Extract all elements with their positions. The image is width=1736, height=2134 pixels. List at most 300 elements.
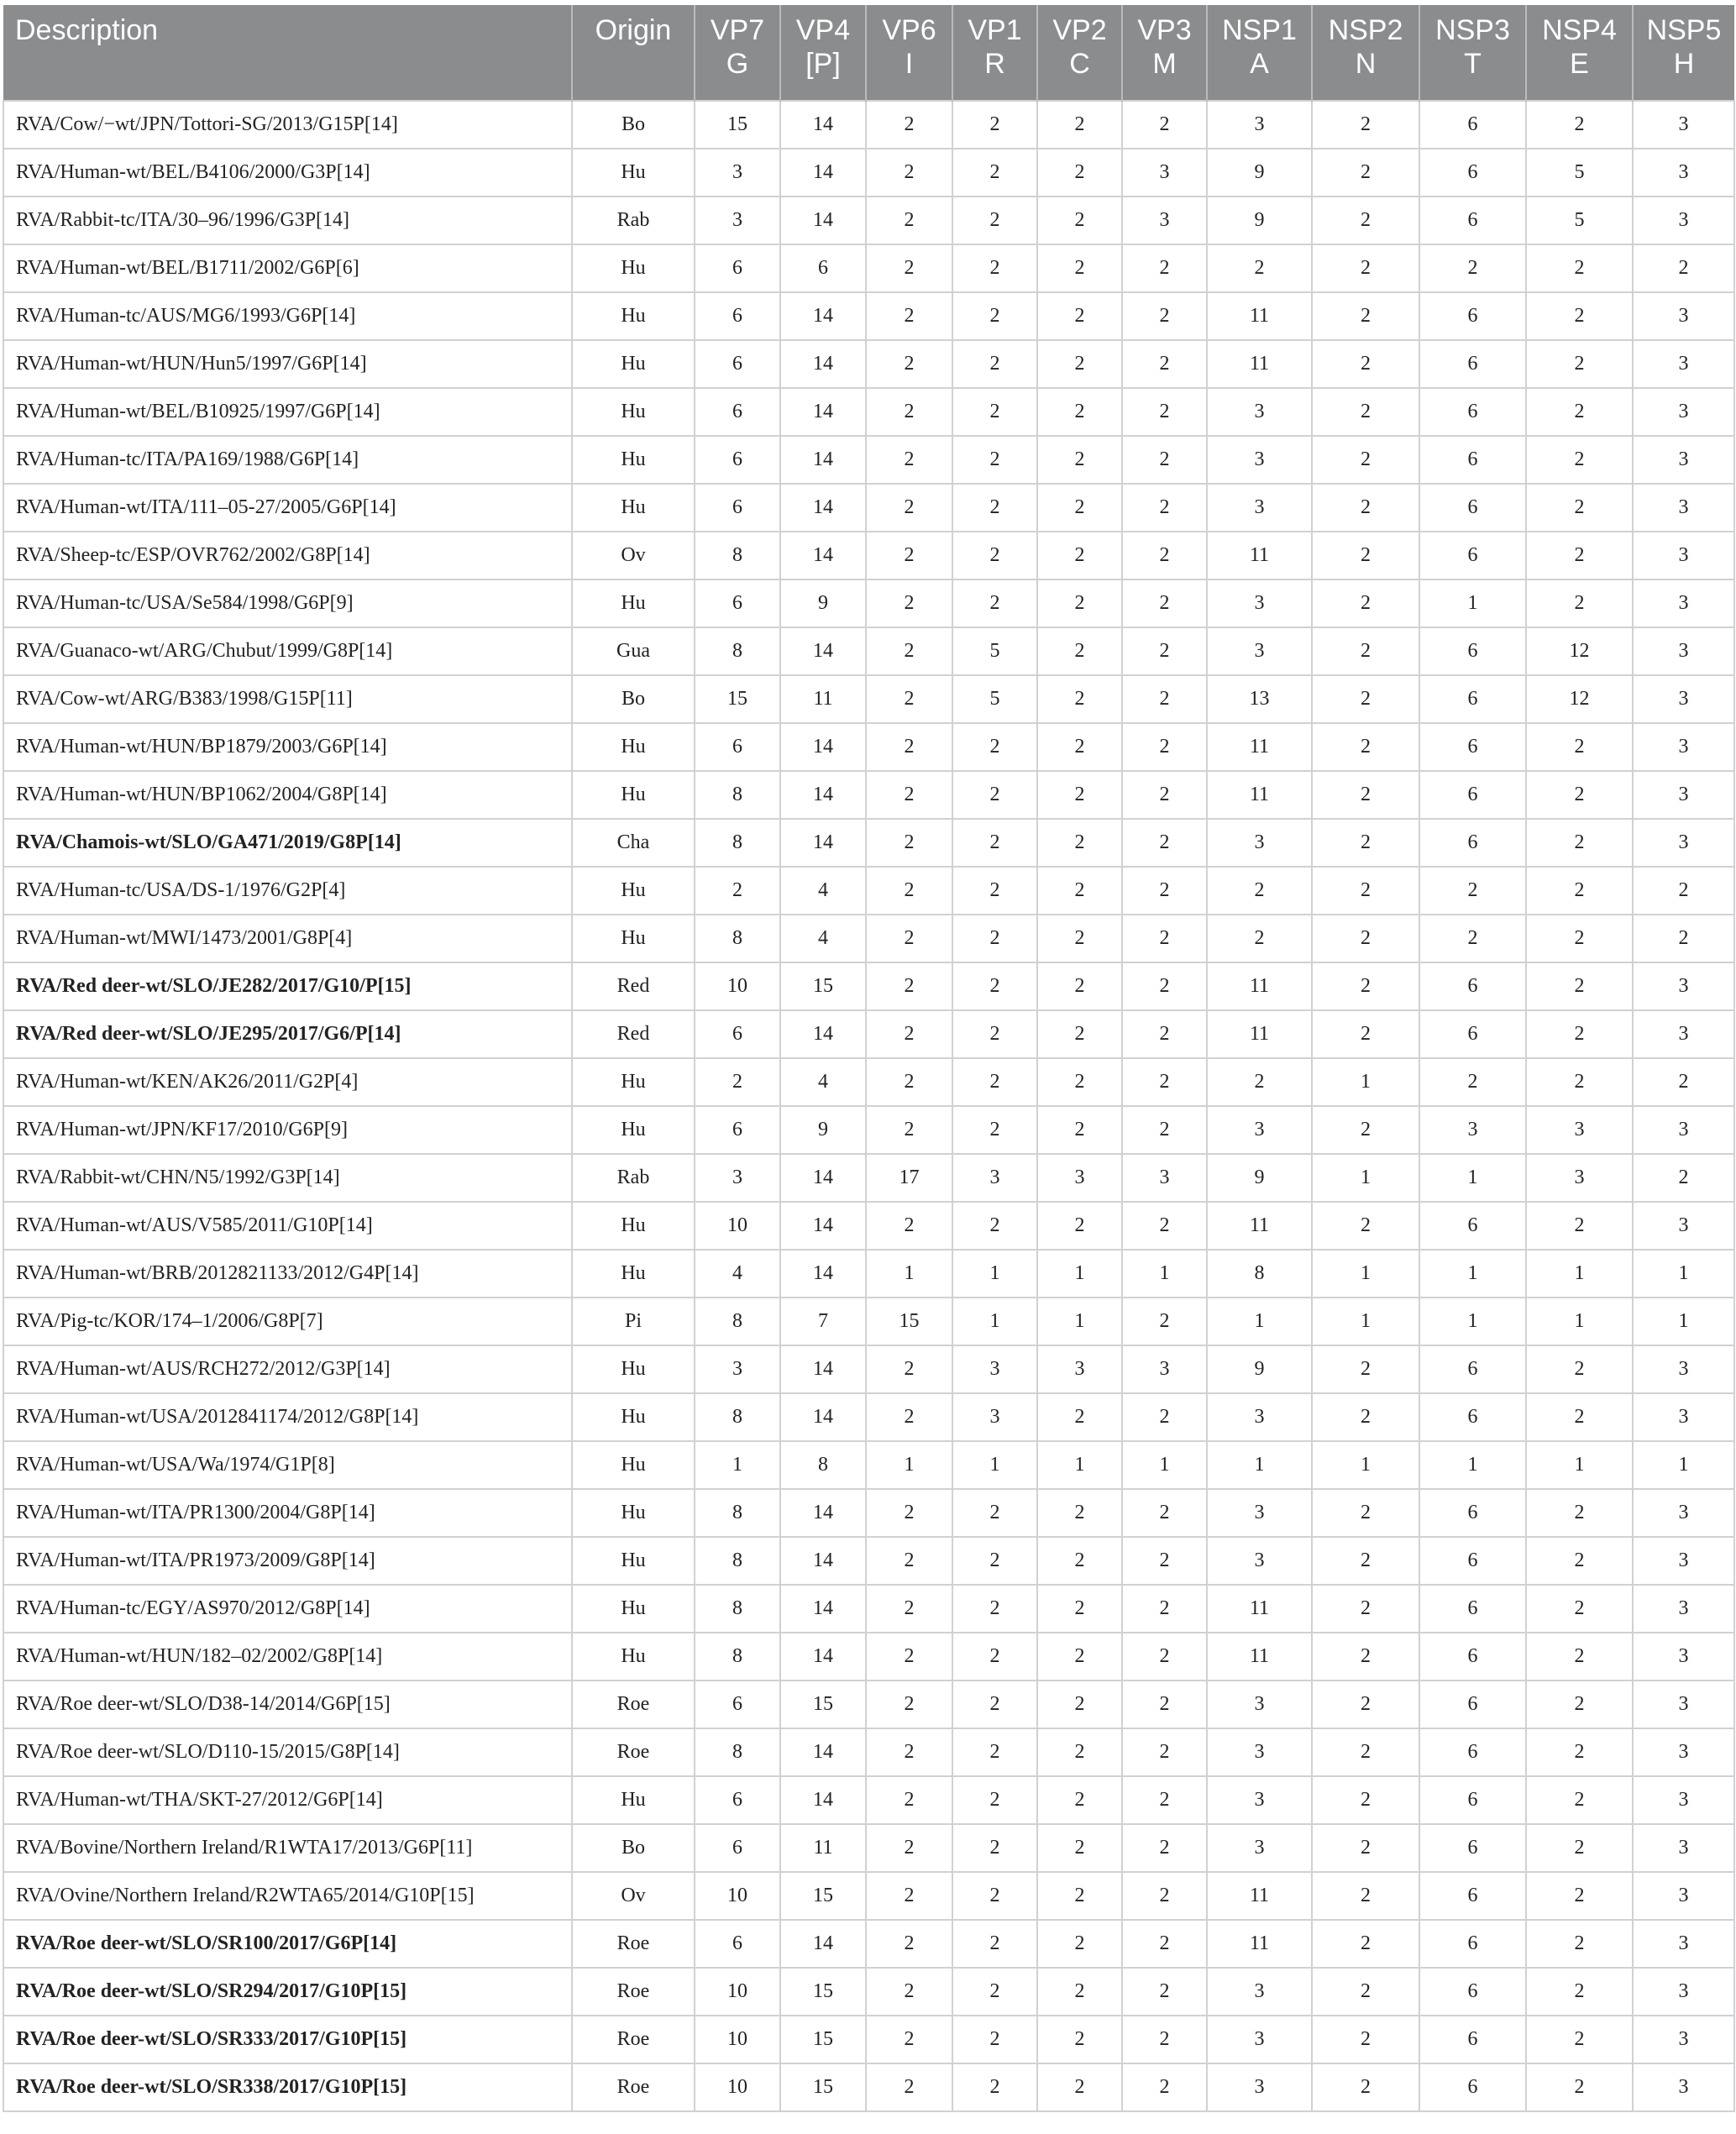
genotype-cell: 8 [695, 915, 780, 962]
genotype-cell: 11 [780, 1824, 866, 1872]
origin-cell: Roe [572, 1920, 695, 1968]
genotype-cell: 3 [1207, 1824, 1312, 1872]
genotype-cell: 2 [1037, 2063, 1122, 2111]
genotype-cell: 3 [1633, 1106, 1734, 1154]
genotype-cell: 11 [1207, 1585, 1312, 1633]
table-row [3, 627, 1734, 675]
genotype-cell: 11 [1207, 1010, 1312, 1058]
genotype-cell: 3 [952, 1393, 1037, 1441]
genotype-cell: 3 [1526, 1106, 1633, 1154]
genotype-cell: 6 [1419, 1633, 1526, 1680]
genotype-cell: 2 [1037, 579, 1122, 627]
column-header [1526, 5, 1633, 101]
genotype-cell: 2 [1122, 532, 1207, 579]
genotype-cell: 6 [1419, 388, 1526, 436]
genotype-cell: 8 [695, 771, 780, 819]
genotype-cell: 6 [1419, 675, 1526, 723]
genotype-cell: 3 [1633, 2016, 1734, 2063]
genotype-cell: 3 [1633, 962, 1734, 1010]
genotype-cell: 2 [866, 915, 952, 962]
column-header-label: NSP3 [1435, 14, 1510, 46]
genotype-cell: 2 [1122, 484, 1207, 532]
genotype-cell: 2 [1037, 2016, 1122, 2063]
genotype-cell: 2 [1633, 867, 1734, 915]
genotype-cell: 14 [780, 197, 866, 244]
table-row [3, 1298, 1734, 1345]
genotype-cell: 6 [1419, 2063, 1526, 2111]
genotype-cell: 8 [695, 1393, 780, 1441]
genotype-cell: 2 [1312, 1345, 1419, 1393]
genotype-cell: 2 [1526, 1537, 1633, 1585]
genotype-cell: 2 [866, 723, 952, 771]
genotype-cell: 3 [1207, 1776, 1312, 1824]
genotype-cell: 2 [1312, 723, 1419, 771]
genotype-cell: 14 [780, 723, 866, 771]
origin-cell: Bo [572, 101, 695, 149]
origin-cell: Hu [572, 771, 695, 819]
genotype-cell: 2 [1037, 1872, 1122, 1920]
genotype-cell: 9 [1207, 149, 1312, 197]
genotype-cell: 3 [1633, 579, 1734, 627]
genotype-cell: 3 [1207, 388, 1312, 436]
genotype-cell: 2 [1122, 2016, 1207, 2063]
genotype-cell: 2 [1526, 1968, 1633, 2016]
genotype-cell: 2 [1122, 723, 1207, 771]
genotype-cell: 6 [780, 244, 866, 292]
genotype-cell: 14 [780, 1728, 866, 1776]
table-row [3, 1585, 1734, 1633]
strain-description-cell: RVA/Roe deer-wt/SLO/SR333/2017/G10P[15] [3, 2016, 572, 2063]
genotype-cell: 2 [1037, 1728, 1122, 1776]
table-row [3, 244, 1734, 292]
genotype-cell: 12 [1526, 627, 1633, 675]
table-row [3, 771, 1734, 819]
genotype-cell: 2 [1526, 484, 1633, 532]
genotype-cell: 3 [1207, 1728, 1312, 1776]
genotype-cell: 14 [780, 1393, 866, 1441]
table-row [3, 1728, 1734, 1776]
genotype-cell: 2 [1312, 675, 1419, 723]
table-row [3, 484, 1734, 532]
genotype-cell: 2 [1037, 867, 1122, 915]
genotype-cell: 3 [1122, 1154, 1207, 1202]
genotype-cell: 1 [1633, 1441, 1734, 1489]
genotype-cell: 2 [1312, 197, 1419, 244]
table-row [3, 1202, 1734, 1250]
genotype-cell: 2 [866, 867, 952, 915]
genotype-cell: 1 [1037, 1250, 1122, 1298]
genotype-cell: 2 [1312, 388, 1419, 436]
genotype-cell: 2 [1526, 1058, 1633, 1106]
table-row [3, 149, 1734, 197]
genotype-cell: 3 [1207, 1489, 1312, 1537]
genotype-cell: 2 [1312, 1633, 1419, 1680]
genotype-cell: 1 [1419, 1154, 1526, 1202]
genotype-cell: 2 [1037, 292, 1122, 340]
table-row [3, 915, 1734, 962]
genotype-cell: 2 [1526, 388, 1633, 436]
genotype-cell: 6 [1419, 436, 1526, 484]
genotype-cell: 2 [1122, 1058, 1207, 1106]
genotype-cell: 3 [1207, 2063, 1312, 2111]
genotype-cell: 2 [952, 1537, 1037, 1585]
column-header [952, 5, 1037, 101]
table-row [3, 1537, 1734, 1585]
table-row [3, 1010, 1734, 1058]
column-header-label: VP3 [1137, 14, 1192, 46]
genotype-cell: 1 [1312, 1154, 1419, 1202]
genotype-cell: 14 [780, 627, 866, 675]
genotype-cell: 2 [1037, 627, 1122, 675]
genotype-cell: 6 [1419, 2016, 1526, 2063]
genotype-cell: 15 [695, 675, 780, 723]
genotype-cell: 2 [1312, 1585, 1419, 1633]
genotype-cell: 3 [1633, 675, 1734, 723]
genotype-cell: 2 [952, 1776, 1037, 1824]
genotype-cell: 3 [1633, 2063, 1734, 2111]
genotype-cell: 2 [1122, 1824, 1207, 1872]
genotype-cell: 2 [866, 962, 952, 1010]
genotype-cell: 6 [1419, 197, 1526, 244]
genotype-cell: 2 [1122, 1633, 1207, 1680]
table-row [3, 1872, 1734, 1920]
column-header [1312, 5, 1419, 101]
genotype-cell: 3 [1122, 149, 1207, 197]
origin-cell: Roe [572, 2016, 695, 2063]
genotype-cell: 3 [1633, 532, 1734, 579]
genotype-cell: 1 [1312, 1058, 1419, 1106]
genotype-cell: 3 [1526, 1154, 1633, 1202]
genotype-cell: 2 [866, 1537, 952, 1585]
genotype-cell: 1 [1633, 1250, 1734, 1298]
genotype-cell: 2 [1312, 1393, 1419, 1441]
genotype-cell: 2 [866, 197, 952, 244]
genotype-cell: 2 [1122, 1968, 1207, 2016]
genotype-cell: 3 [952, 1345, 1037, 1393]
strain-description-cell: RVA/Human-tc/EGY/AS970/2012/G8P[14] [3, 1585, 572, 1633]
genotype-cell: 2 [866, 819, 952, 867]
strain-description-cell: RVA/Roe deer-wt/SLO/D38-14/2014/G6P[15] [3, 1680, 572, 1728]
genotype-cell: 3 [1122, 1345, 1207, 1393]
genotype-cell: 2 [1312, 579, 1419, 627]
genotype-cell: 2 [866, 1585, 952, 1633]
genotype-cell: 14 [780, 101, 866, 149]
genotype-cell: 2 [1526, 1393, 1633, 1441]
origin-cell: Hu [572, 1537, 695, 1585]
genotype-cell: 2 [952, 1872, 1037, 1920]
strain-description-cell: RVA/Chamois-wt/SLO/GA471/2019/G8P[14] [3, 819, 572, 867]
column-header-genotype-letter: M [1152, 48, 1177, 80]
genotype-cell: 2 [866, 244, 952, 292]
strain-description-cell: RVA/Pig-tc/KOR/174–1/2006/G8P[7] [3, 1298, 572, 1345]
genotype-cell: 2 [952, 1058, 1037, 1106]
strain-description-cell: RVA/Human-wt/JPN/KF17/2010/G6P[9] [3, 1106, 572, 1154]
genotype-cell: 2 [1122, 1537, 1207, 1585]
genotype-cell: 2 [1122, 675, 1207, 723]
column-header-label: VP7 [710, 14, 765, 46]
genotype-cell: 2 [866, 675, 952, 723]
genotype-cell: 5 [952, 675, 1037, 723]
column-header [1207, 5, 1312, 101]
genotype-cell: 6 [695, 1920, 780, 1968]
origin-cell: Hu [572, 244, 695, 292]
genotype-cell: 2 [1122, 101, 1207, 149]
table-row [3, 101, 1734, 149]
genotype-cell: 6 [1419, 484, 1526, 532]
genotype-cell: 2 [1037, 771, 1122, 819]
genotype-cell: 2 [866, 149, 952, 197]
genotype-cell: 1 [1419, 1250, 1526, 1298]
genotype-cell: 2 [1207, 1058, 1312, 1106]
genotype-cell: 2 [952, 962, 1037, 1010]
table-row [3, 1776, 1734, 1824]
genotype-cell: 6 [695, 244, 780, 292]
genotype-cell: 6 [1419, 627, 1526, 675]
strain-description-cell: RVA/Guanaco-wt/ARG/Chubut/1999/G8P[14] [3, 627, 572, 675]
strain-description-cell: RVA/Human-wt/KEN/AK26/2011/G2P[4] [3, 1058, 572, 1106]
genotype-cell: 2 [1312, 1920, 1419, 1968]
column-header-genotype-letter: R [984, 48, 1005, 80]
genotype-cell: 2 [866, 1680, 952, 1728]
origin-cell: Hu [572, 1585, 695, 1633]
genotype-cell: 3 [1633, 1202, 1734, 1250]
genotype-cell: 2 [866, 1345, 952, 1393]
genotype-cell: 3 [1633, 1776, 1734, 1824]
genotype-cell: 2 [866, 1728, 952, 1776]
strain-description-cell: RVA/Human-tc/AUS/MG6/1993/G6P[14] [3, 292, 572, 340]
genotype-cell: 2 [952, 292, 1037, 340]
genotype-cell: 2 [1526, 1010, 1633, 1058]
strain-description-cell: RVA/Human-wt/BEL/B4106/2000/G3P[14] [3, 149, 572, 197]
genotype-cell: 6 [1419, 1728, 1526, 1776]
origin-cell: Ov [572, 1872, 695, 1920]
genotype-cell: 2 [952, 915, 1037, 962]
genotype-cell: 2 [952, 1728, 1037, 1776]
genotype-cell: 1 [952, 1441, 1037, 1489]
genotype-cell: 2 [1312, 244, 1419, 292]
strain-description-cell: RVA/Human-wt/AUS/RCH272/2012/G3P[14] [3, 1345, 572, 1393]
strain-description-cell: RVA/Rabbit-wt/CHN/N5/1992/G3P[14] [3, 1154, 572, 1202]
genotype-cell: 14 [780, 436, 866, 484]
genotype-cell: 2 [866, 579, 952, 627]
column-header [1633, 5, 1734, 101]
origin-cell: Hu [572, 1250, 695, 1298]
genotype-cell: 1 [1526, 1298, 1633, 1345]
genotype-cell: 2 [1419, 244, 1526, 292]
genotype-cell: 7 [780, 1298, 866, 1345]
genotype-cell: 2 [952, 244, 1037, 292]
genotype-cell: 2 [1526, 915, 1633, 962]
origin-cell: Hu [572, 1393, 695, 1441]
origin-cell: Red [572, 962, 695, 1010]
strain-description-cell: RVA/Human-wt/HUN/Hun5/1997/G6P[14] [3, 340, 572, 388]
strain-description-cell: RVA/Sheep-tc/ESP/OVR762/2002/G8P[14] [3, 532, 572, 579]
genotype-cell: 2 [1312, 1824, 1419, 1872]
strain-description-cell: RVA/Human-tc/ITA/PA169/1988/G6P[14] [3, 436, 572, 484]
genotype-cell: 2 [1419, 1058, 1526, 1106]
genotype-cell: 11 [1207, 532, 1312, 579]
genotype-cell: 2 [1122, 1010, 1207, 1058]
genotype-cell: 2 [1312, 1202, 1419, 1250]
genotype-cell: 10 [695, 2063, 780, 2111]
genotype-cell: 6 [1419, 1872, 1526, 1920]
genotype-cell: 3 [1122, 197, 1207, 244]
genotype-cell: 2 [1207, 244, 1312, 292]
genotype-cell: 1 [1419, 1441, 1526, 1489]
genotype-cell: 2 [1526, 1633, 1633, 1680]
genotype-cell: 14 [780, 771, 866, 819]
genotype-cell: 6 [1419, 1824, 1526, 1872]
column-header-genotype-letter: H [1673, 48, 1695, 80]
genotype-cell: 6 [1419, 101, 1526, 149]
genotype-cell: 2 [1312, 1489, 1419, 1537]
genotype-cell: 3 [1207, 436, 1312, 484]
genotype-cell: 3 [1207, 2016, 1312, 2063]
genotype-cell: 3 [1207, 819, 1312, 867]
genotype-cell: 2 [866, 436, 952, 484]
genotype-cell: 6 [1419, 292, 1526, 340]
genotype-cell: 2 [1122, 962, 1207, 1010]
genotype-cell: 3 [695, 197, 780, 244]
genotype-cell: 2 [1037, 1776, 1122, 1824]
column-header-genotype-letter: E [1570, 48, 1589, 80]
origin-cell: Hu [572, 1441, 695, 1489]
genotype-cell: 2 [1122, 1298, 1207, 1345]
genotype-cell: 15 [780, 962, 866, 1010]
genotype-cell: 2 [1037, 436, 1122, 484]
genotype-cell: 3 [695, 1154, 780, 1202]
strain-description-cell: RVA/Red deer-wt/SLO/JE295/2017/G6/P[14] [3, 1010, 572, 1058]
genotype-cell: 2 [1207, 915, 1312, 962]
genotype-cell: 2 [952, 723, 1037, 771]
genotype-cell: 2 [1037, 1824, 1122, 1872]
genotype-cell: 2 [952, 1010, 1037, 1058]
strain-description-cell: RVA/Human-wt/BRB/2012821133/2012/G4P[14] [3, 1250, 572, 1298]
genotype-cell: 2 [952, 1585, 1037, 1633]
genotype-cell: 6 [695, 1824, 780, 1872]
strain-description-cell: RVA/Human-wt/THA/SKT-27/2012/G6P[14] [3, 1776, 572, 1824]
genotype-cell: 8 [780, 1441, 866, 1489]
genotype-cell: 2 [1122, 819, 1207, 867]
genotype-cell: 3 [1633, 627, 1734, 675]
genotype-cell: 2 [1312, 340, 1419, 388]
genotype-cell: 9 [780, 1106, 866, 1154]
genotype-cell: 2 [1037, 1680, 1122, 1728]
genotype-cell: 3 [1633, 1968, 1734, 2016]
genotype-cell: 3 [1633, 1489, 1734, 1537]
genotype-cell: 6 [695, 388, 780, 436]
genotype-cell: 2 [1037, 1010, 1122, 1058]
table-row [3, 723, 1734, 771]
genotype-cell: 2 [1312, 436, 1419, 484]
genotype-cell: 14 [780, 532, 866, 579]
genotype-cell: 2 [1122, 915, 1207, 962]
table-row [3, 1345, 1734, 1393]
genotype-cell: 11 [1207, 1920, 1312, 1968]
genotype-cell: 11 [1207, 340, 1312, 388]
genotype-cell: 6 [1419, 1920, 1526, 1968]
genotype-cell: 8 [695, 819, 780, 867]
genotype-cell: 2 [1312, 1537, 1419, 1585]
genotype-cell: 6 [695, 292, 780, 340]
strain-description-cell: RVA/Cow-wt/ARG/B383/1998/G15P[11] [3, 675, 572, 723]
genotype-cell: 2 [1122, 1872, 1207, 1920]
table-row [3, 1154, 1734, 1202]
genotype-cell: 2 [1037, 1489, 1122, 1537]
genotype-cell: 2 [1037, 1633, 1122, 1680]
genotype-cell: 15 [695, 101, 780, 149]
genotype-cell: 2 [1526, 340, 1633, 388]
genotype-cell: 3 [1633, 101, 1734, 149]
column-header [695, 5, 780, 101]
genotype-cell: 3 [1207, 627, 1312, 675]
genotype-cell: 6 [1419, 1968, 1526, 2016]
genotype-cell: 2 [1122, 1585, 1207, 1633]
genotype-cell: 14 [780, 1345, 866, 1393]
genotype-cell: 14 [780, 149, 866, 197]
genotype-cell: 11 [1207, 1633, 1312, 1680]
genotype-cell: 1 [866, 1441, 952, 1489]
origin-cell: Hu [572, 340, 695, 388]
genotype-cell: 6 [695, 436, 780, 484]
origin-cell: Hu [572, 149, 695, 197]
genotype-cell: 14 [780, 1202, 866, 1250]
genotype-cell: 1 [1207, 1441, 1312, 1489]
genotype-cell: 2 [1312, 627, 1419, 675]
genotype-cell: 2 [1633, 915, 1734, 962]
genotype-cell: 10 [695, 2016, 780, 2063]
table-row [3, 1393, 1734, 1441]
genotype-cell: 2 [1037, 244, 1122, 292]
genotype-cell: 1 [695, 1441, 780, 1489]
genotype-cell: 3 [1037, 1154, 1122, 1202]
genotype-cell: 6 [695, 1106, 780, 1154]
column-header [3, 5, 572, 101]
genotype-cell: 2 [866, 340, 952, 388]
genotype-cell: 11 [1207, 723, 1312, 771]
genotype-cell: 3 [1207, 101, 1312, 149]
genotype-cell: 8 [695, 1728, 780, 1776]
genotype-cell: 8 [695, 1298, 780, 1345]
genotype-cell: 5 [952, 627, 1037, 675]
genotype-cell: 3 [1633, 436, 1734, 484]
genotype-cell: 2 [1312, 771, 1419, 819]
strain-description-cell: RVA/Rabbit-tc/ITA/30–96/1996/G3P[14] [3, 197, 572, 244]
genotype-cell: 6 [695, 1010, 780, 1058]
genotype-cell: 2 [695, 867, 780, 915]
origin-cell: Rab [572, 197, 695, 244]
genotype-cell: 10 [695, 962, 780, 1010]
genotype-cell: 11 [1207, 771, 1312, 819]
genotype-cell: 1 [1419, 579, 1526, 627]
genotype-cell: 2 [866, 292, 952, 340]
origin-cell: Roe [572, 1680, 695, 1728]
genotype-cell: 2 [1312, 1776, 1419, 1824]
genotype-cell: 3 [1633, 149, 1734, 197]
table-row [3, 1058, 1734, 1106]
genotype-cell: 1 [1122, 1441, 1207, 1489]
genotype-cell: 2 [952, 436, 1037, 484]
genotype-cell: 3 [1419, 1106, 1526, 1154]
genotype-cell: 8 [1207, 1250, 1312, 1298]
genotype-cell: 2 [1122, 867, 1207, 915]
genotype-cell: 3 [1633, 388, 1734, 436]
genotype-cell: 2 [1312, 484, 1419, 532]
genotype-cell: 2 [866, 1776, 952, 1824]
origin-cell: Hu [572, 1202, 695, 1250]
genotype-cell: 17 [866, 1154, 952, 1202]
genotype-cell: 14 [780, 388, 866, 436]
